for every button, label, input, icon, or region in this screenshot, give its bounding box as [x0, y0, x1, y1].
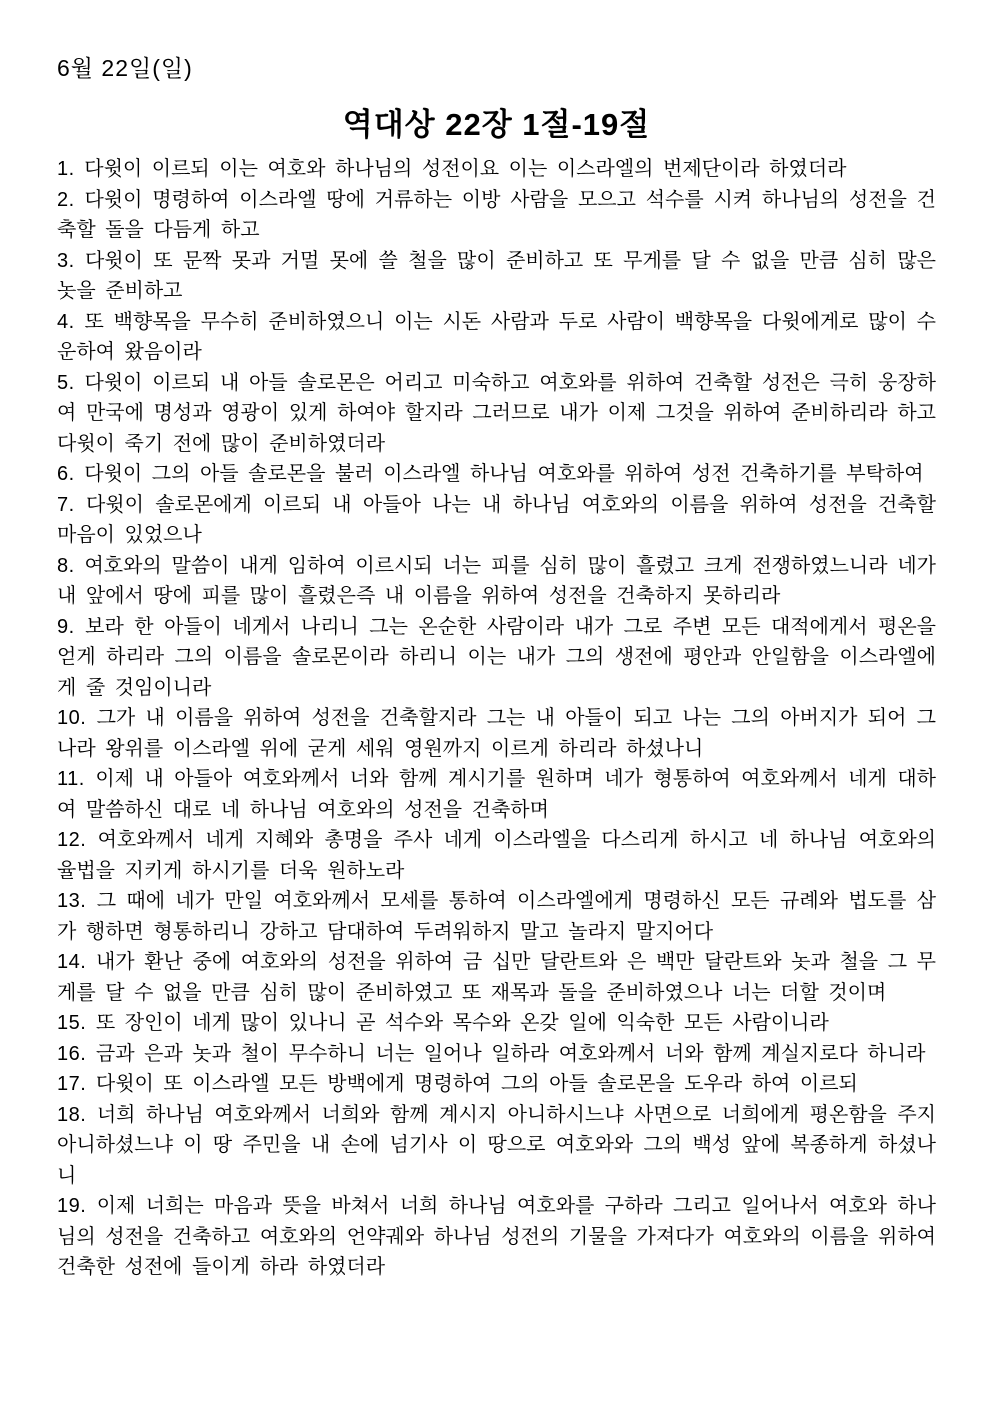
verse-number: 18.	[57, 1103, 87, 1126]
verse	[57, 825, 936, 886]
verse-number: 8.	[57, 554, 75, 577]
verse-number: 7.	[57, 493, 75, 516]
verse	[57, 1100, 936, 1192]
verse-number: 9.	[57, 615, 75, 638]
verse-text: 다윗이 솔로몬에게 이르되 내 아들아 나는 내 하나님 여호와의 이름을 위하여 성전을 건축할 마음이 있었으나	[57, 493, 936, 546]
verse	[57, 1008, 936, 1039]
verse-number: 6.	[57, 463, 75, 485]
verse-text: 그 때에 네가 만일 여호와께서 모세를 통하여 이스라엘에게 명령하신 모든 규례와 법도를 삼가 행하면 형통하리니 강하고 담대하여 두려워하지 말고 놀라지 말지어다	[57, 890, 936, 943]
verse-number: 19.	[57, 1195, 87, 1217]
verse-number: 4.	[57, 310, 75, 333]
verse-list	[57, 154, 936, 1283]
verse	[57, 1191, 936, 1283]
verse-number: 14.	[57, 951, 87, 973]
verse-text: 그가 내 이름을 위하여 성전을 건축할지라 그는 내 아들이 되고 나는 그의 아버지가 되어 그 나라 왕위를 이스라엘 위에 굳게 세워 영원까지 이르게 하리라 하셨나니	[57, 707, 936, 760]
verse	[57, 307, 936, 368]
verse-text: 너희 하나님 여호와께서 너희와 함께 계시지 아니하시느냐 사면으로 너희에게 평온함을 주지 아니하셨느냐 이 땅 주민을 내 손에 넘기사 이 땅으로 여호와와 그의 백성 앞에 복종하게 하셨나니	[57, 1103, 936, 1187]
verse-text: 다윗이 이르되 내 아들 솔로몬은 어리고 미숙하고 여호와를 위하여 건축할 성전은 극히 웅장하여 만국에 명성과 영광이 있게 하여야 할지라 그러므로 내가 이제 그것을 위하여 준비하리라 하고 다윗이 죽기 전에 많이 준비하였더라	[57, 371, 936, 455]
passage-title: 역대상 22장 1절-19절	[342, 107, 651, 142]
verse-text: 이제 너희는 마음과 뜻을 바쳐서 너희 하나님 여호와를 구하라 그리고 일어나서 여호와 하나님의 성전을 건축하고 여호와의 언약궤와 하나님 성전의 기물을 가져다가 여호와의 이름을 위하여 건축한 성전에 들이게 하라 하였더라	[57, 1195, 936, 1278]
verse	[57, 703, 936, 764]
date-heading: 6월 22일(일)	[57, 55, 193, 81]
verse-number: 17.	[57, 1073, 87, 1095]
verse	[57, 368, 936, 460]
verse-text: 내가 환난 중에 여호와의 성전을 위하여 금 십만 달란트와 은 백만 달란트와 놋과 철을 그 무게를 달 수 없을 만큼 심히 많이 준비하였고 또 재목과 돌을 준비하였으나 너는 더할 것이며	[57, 951, 936, 1004]
verse-text: 금과 은과 놋과 철이 무수하니 너는 일어나 일하라 여호와께서 너와 함께 계실지로다 하니라	[95, 1042, 926, 1065]
verse-number: 3.	[57, 249, 75, 272]
verse	[57, 612, 936, 704]
verse	[57, 154, 936, 185]
verse-number: 13.	[57, 890, 87, 912]
verse	[57, 246, 936, 307]
verse	[57, 1039, 936, 1070]
verse-text: 또 백향목을 무수히 준비하였으니 이는 시돈 사람과 두로 사람이 백향목을 다윗에게로 많이 수운하여 왔음이라	[57, 310, 936, 363]
verse	[57, 947, 936, 1008]
verse	[57, 764, 936, 825]
verse-number: 11.	[57, 768, 85, 790]
verse	[57, 185, 936, 246]
verse-text: 여호와의 말씀이 내게 임하여 이르시되 너는 피를 심히 많이 흘렸고 크게 전쟁하였느니라 네가 내 앞에서 땅에 피를 많이 흘렸은즉 내 이름을 위하여 성전을 건축하지 못하리라	[57, 554, 936, 607]
verse-text: 다윗이 또 이스라엘 모든 방백에게 명령하여 그의 아들 솔로몬을 도우라 하여 이르되	[95, 1073, 858, 1095]
verse-number: 15.	[57, 1012, 87, 1034]
verse-number: 16.	[57, 1042, 87, 1065]
verse	[57, 1069, 936, 1100]
verse	[57, 490, 936, 551]
verse-number: 5.	[57, 371, 75, 394]
verse-text: 다윗이 그의 아들 솔로몬을 불러 이스라엘 하나님 여호와를 위하여 성전 건축하기를 부탁하여	[84, 463, 924, 485]
verse	[57, 551, 936, 612]
verse-number: 12.	[57, 829, 87, 851]
verse-text: 이제 내 아들아 여호와께서 너와 함께 계시기를 원하며 네가 형통하여 여호와께서 네게 대하여 말씀하신 대로 네 하나님 여호와의 성전을 건축하며	[57, 768, 936, 821]
verse-number: 1.	[57, 158, 75, 180]
verse-text: 또 장인이 네게 많이 있나니 곧 석수와 목수와 온갖 일에 익숙한 모든 사람이니라	[95, 1012, 829, 1034]
verse-text: 여호와께서 네게 지혜와 총명을 주사 네게 이스라엘을 다스리게 하시고 네 하나님 여호와의 율법을 지키게 하시기를 더욱 원하노라	[57, 829, 937, 882]
verse-number: 2.	[57, 188, 75, 211]
verse-number: 10.	[57, 707, 87, 729]
verse-text: 다윗이 또 문짝 못과 거멀 못에 쓸 철을 많이 준비하고 또 무게를 달 수 없을 만큼 심히 많은 놋을 준비하고	[57, 249, 936, 302]
verse-text: 다윗이 이르되 이는 여호와 하나님의 성전이요 이는 이스라엘의 번제단이라 하였더라	[84, 158, 847, 180]
verse	[57, 459, 936, 490]
verse	[57, 886, 936, 947]
verse-text: 다윗이 명령하여 이스라엘 땅에 거류하는 이방 사람을 모으고 석수를 시켜 하나님의 성전을 건축할 돌을 다듬게 하고	[57, 188, 936, 241]
verse-text: 보라 한 아들이 네게서 나리니 그는 온순한 사람이라 내가 그로 주변 모든 대적에게서 평온을 얻게 하리라 그의 이름을 솔로몬이라 하리니 이는 내가 그의 생전에 평안과 안일함을 이스라엘에게 줄 것임이니라	[57, 615, 936, 699]
